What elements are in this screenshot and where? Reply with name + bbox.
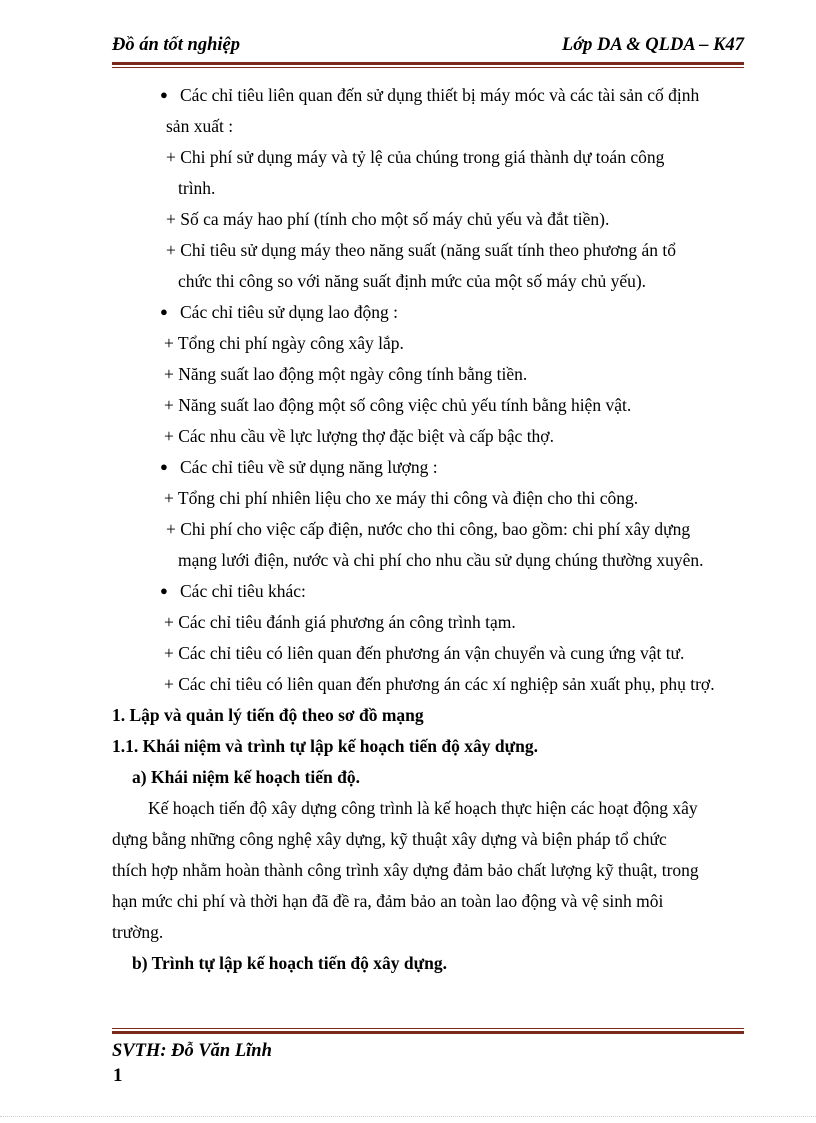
footer-rule-thick: [112, 1031, 744, 1034]
footer-rule-thin: [112, 1028, 744, 1029]
text-line: + Chi phí sử dụng máy và tỷ lệ của chúng trong giá thành dự toán công: [166, 147, 665, 167]
bullet-icon: ●: [160, 87, 168, 102]
subheading-a: a) Khái niệm kế hoạch tiến độ.: [132, 767, 361, 787]
paragraph-line: thích hợp nhằm hoàn thành công trình xây dựng đảm bảo chất lượng kỹ thuật, trong: [112, 860, 699, 880]
text-line: + Các nhu cầu về lực lượng thợ đặc biệt và cấp bậc thợ.: [164, 426, 554, 446]
subsection-heading: 1.1. Khái niệm và trình tự lập kế hoạch tiến độ xây dựng.: [112, 736, 538, 756]
header-rule-thin: [112, 67, 744, 68]
text-line: Các chỉ tiêu khác:: [180, 581, 306, 601]
page-header: [112, 35, 744, 61]
paragraph-line: dựng bằng những công nghệ xây dựng, kỹ thuật xây dựng và biện pháp tổ chức: [112, 829, 667, 849]
paragraph-line: hạn mức chi phí và thời hạn đã đề ra, đảm bảo an toàn lao động và vệ sinh môi: [112, 891, 664, 911]
paragraph-line: trường.: [112, 922, 164, 942]
text-line: sản xuất :: [166, 116, 234, 136]
bullet-icon: ●: [160, 459, 168, 474]
page-edge: [0, 1116, 816, 1117]
bullet-icon: ●: [160, 583, 168, 598]
header-left-title: Đồ án tốt nghiệp: [112, 35, 240, 55]
text-line: + Chi phí cho việc cấp điện, nước cho thi công, bao gồm: chi phí xây dựng: [166, 519, 691, 539]
subheading-b: b) Trình tự lập kế hoạch tiến độ xây dựng.: [132, 953, 448, 973]
bullet-icon: ●: [160, 304, 168, 319]
text-line: Các chỉ tiêu về sử dụng năng lượng :: [180, 457, 438, 477]
section-heading: 1. Lập và quản lý tiến độ theo sơ đồ mạng: [112, 705, 424, 725]
text-line: + Các chỉ tiêu đánh giá phương án công trình tạm.: [164, 612, 516, 632]
text-line: + Các chỉ tiêu có liên quan đến phương án các xí nghiệp sản xuất phụ, phụ trợ.: [164, 674, 715, 694]
text-line: + Các chỉ tiêu có liên quan đến phương án vận chuyển và cung ứng vật tư.: [164, 643, 685, 663]
text-line: + Chỉ tiêu sử dụng máy theo năng suất (năng suất tính theo phương án tổ: [166, 240, 677, 260]
text-line: + Năng suất lao động một ngày công tính bằng tiền.: [164, 364, 528, 384]
footer-author: SVTH: Đỗ Văn Lĩnh: [112, 1041, 272, 1061]
text-line: Các chỉ tiêu liên quan đến sử dụng thiết bị máy móc và các tài sản cố định: [180, 85, 700, 105]
text-line: + Tổng chi phí nhiên liệu cho xe máy thi công và điện cho thi công.: [164, 488, 639, 508]
text-line: + Tổng chi phí ngày công xây lắp.: [164, 333, 404, 353]
page-number: 1: [113, 1065, 123, 1086]
paragraph-line: Kế hoạch tiến độ xây dựng công trình là kế hoạch thực hiện các hoạt động xây: [148, 798, 698, 818]
header-right-class: Lớp DA & QLDA – K47: [561, 35, 744, 55]
header-rule-thick: [112, 62, 744, 65]
text-line: trình.: [178, 178, 216, 198]
text-line: + Số ca máy hao phí (tính cho một số máy chủ yếu và đắt tiền).: [166, 209, 610, 229]
text-line: + Năng suất lao động một số công việc chủ yếu tính bằng hiện vật.: [164, 395, 632, 415]
text-line: Các chỉ tiêu sử dụng lao động :: [180, 302, 398, 322]
text-line: chức thi công so với năng suất định mức của một số máy chủ yếu).: [178, 271, 647, 291]
text-line: mạng lưới điện, nước và chi phí cho nhu cầu sử dụng chúng thường xuyên.: [178, 550, 704, 570]
